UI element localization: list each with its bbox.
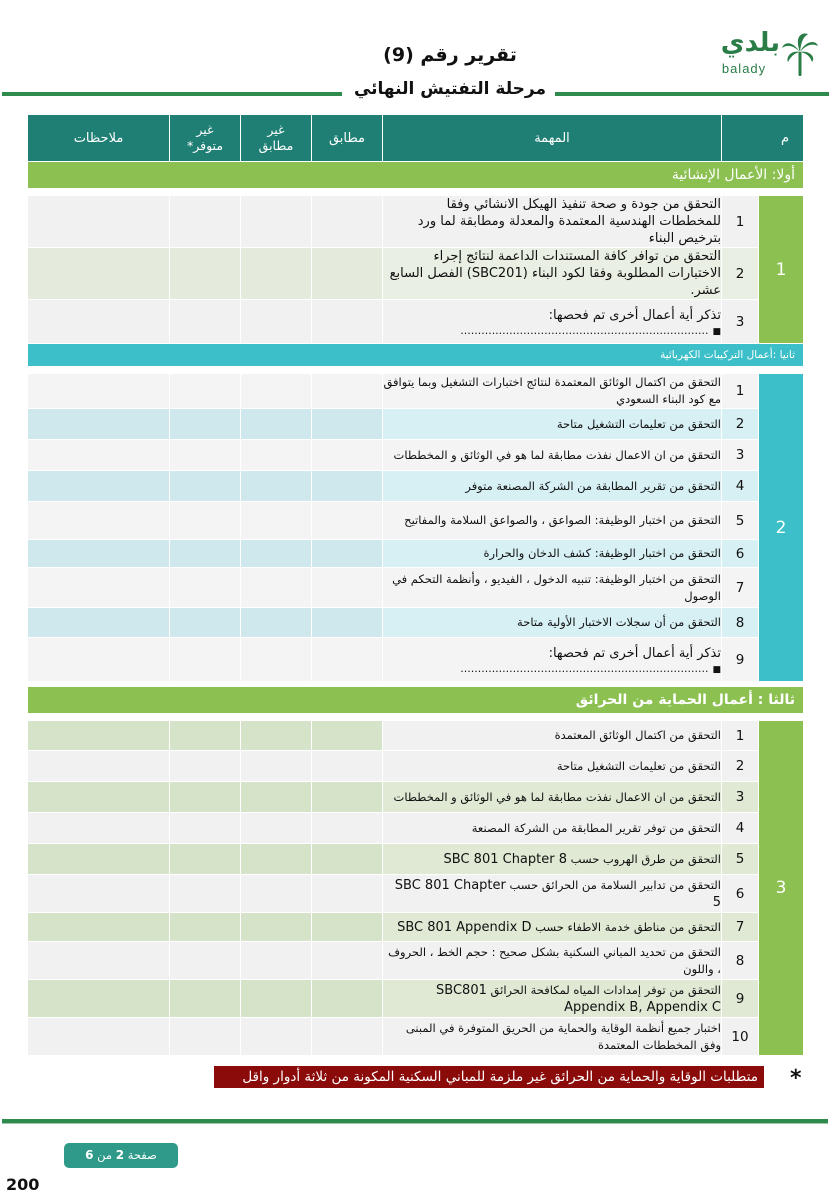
not-matching-cell[interactable]: [241, 721, 312, 751]
table-row: [28, 196, 804, 248]
col-not-matching-label: غير مطابق: [258, 122, 294, 153]
task-text: [383, 913, 722, 942]
table-row: [28, 1018, 804, 1056]
logo-arabic-text: بلدي: [720, 28, 780, 58]
matching-cell[interactable]: [312, 813, 383, 844]
table-row: [28, 540, 804, 568]
not-matching-cell[interactable]: [241, 502, 312, 540]
notes-cell[interactable]: [28, 875, 170, 913]
matching-cell[interactable]: [312, 471, 383, 502]
fill-line[interactable]: ■.......................................................................: [460, 661, 721, 675]
item-number: 7: [722, 568, 759, 608]
notes-cell[interactable]: [28, 502, 170, 540]
task-text: التحقق من تعليمات التشغيل متاحة: [383, 751, 722, 782]
item-number: 8: [722, 942, 759, 980]
notes-cell[interactable]: [28, 374, 170, 409]
not-matching-cell[interactable]: [241, 374, 312, 409]
table-row: [28, 875, 804, 913]
footnote-star: *: [790, 1066, 802, 1091]
col-m: م: [722, 115, 804, 162]
not-matching-cell[interactable]: [241, 844, 312, 875]
report-subtitle: مرحلة التفتيش النهائي: [353, 79, 547, 99]
not-available-cell[interactable]: [170, 782, 241, 813]
logo-english-text: balady: [721, 61, 767, 76]
item-number: 2: [722, 248, 759, 300]
fill-dots: .......................................................................: [460, 661, 709, 675]
task-other-prompt: تذكر أية أعمال أخرى تم فحصها:: [548, 645, 721, 661]
not-matching-cell[interactable]: [241, 440, 312, 471]
item-number: 9: [722, 638, 759, 682]
notes-cell[interactable]: [28, 409, 170, 440]
item-number: 3: [722, 300, 759, 344]
inspection-table: [27, 114, 804, 1056]
task-text: التحقق من أن سجلات الاختبار الأولية متاحة: [383, 608, 722, 638]
notes-cell[interactable]: [28, 980, 170, 1018]
book-page-number: 200: [6, 1175, 40, 1194]
not-matching-cell[interactable]: [241, 942, 312, 980]
task-text: التحقق من تحديد المباني السكنية بشكل صحيح : حجم الخط ، الحروف ، واللون: [383, 942, 722, 980]
section-2-header: [28, 344, 804, 367]
not-available-cell[interactable]: [170, 813, 241, 844]
notes-cell[interactable]: [28, 540, 170, 568]
not-available-cell[interactable]: [170, 875, 241, 913]
table-row: [28, 913, 804, 942]
matching-cell[interactable]: [312, 196, 383, 248]
page-label: صفحة: [127, 1148, 157, 1162]
table-row: [28, 374, 804, 409]
fill-dots: .......................................................................: [460, 323, 709, 337]
notes-cell[interactable]: [28, 1018, 170, 1056]
task-text: التحقق من جودة و صحة تنفيذ الهيكل الانشائي وفقا للمخططات الهندسية المعتمدة والمعدلة ومطابقة لما ورد بترخيص البناء: [383, 196, 722, 248]
notes-cell[interactable]: [28, 751, 170, 782]
page-current: 2: [115, 1148, 125, 1162]
table-row: [28, 844, 804, 875]
not-matching-cell[interactable]: [241, 300, 312, 344]
task-text: [383, 844, 722, 875]
task-label: التحقق من مناطق خدمة الاطفاء حسب: [535, 919, 721, 934]
table-row: [28, 782, 804, 813]
table-row: [28, 638, 804, 682]
palm-icon: [782, 32, 818, 78]
section-2-title: ثانيا :أعمال التركيبات الكهربائية: [660, 349, 795, 361]
not-available-cell[interactable]: [170, 409, 241, 440]
notes-cell[interactable]: [28, 608, 170, 638]
not-matching-cell[interactable]: [241, 409, 312, 440]
item-number: 1: [722, 721, 759, 751]
notes-cell[interactable]: [28, 196, 170, 248]
item-number: 2: [722, 409, 759, 440]
not-available-cell[interactable]: [170, 751, 241, 782]
table-row: [28, 568, 804, 608]
not-matching-cell[interactable]: [241, 471, 312, 502]
not-available-cell[interactable]: [170, 913, 241, 942]
not-available-cell[interactable]: [170, 568, 241, 608]
notes-cell[interactable]: [28, 638, 170, 682]
task-code: SBC 801 Appendix D: [397, 919, 532, 935]
task-text: التحقق من اكتمال الوثائق المعتمدة: [383, 721, 722, 751]
matching-cell[interactable]: [312, 540, 383, 568]
item-number: 6: [722, 540, 759, 568]
table-row: [28, 980, 804, 1018]
task-text: [383, 875, 722, 913]
table-row: [28, 813, 804, 844]
header-rule-left: [2, 92, 342, 96]
notes-cell[interactable]: [28, 844, 170, 875]
task-text: التحقق من ان الاعمال نفذت مطابقة لما هو في الوثائق و المخططات: [383, 440, 722, 471]
task-text: التحقق من اختبار الوظيفة: تنبيه الدخول ، الفيديو ، وأنظمة التحكم في الوصول: [383, 568, 722, 608]
item-number: 1: [722, 374, 759, 409]
task-code: SBC 801 Chapter 8: [443, 851, 567, 867]
notes-cell[interactable]: [28, 440, 170, 471]
table-row: [28, 751, 804, 782]
not-available-cell[interactable]: [170, 844, 241, 875]
item-number: 8: [722, 608, 759, 638]
matching-cell[interactable]: [312, 300, 383, 344]
matching-cell[interactable]: [312, 409, 383, 440]
notes-cell[interactable]: [28, 568, 170, 608]
item-number: 3: [722, 440, 759, 471]
item-number: 1: [722, 196, 759, 248]
task-text: التحقق من اختبار الوظيفة: الصواعق ، والصواعق السلامة والمفاتيح: [383, 502, 722, 540]
not-available-cell[interactable]: [170, 980, 241, 1018]
item-number: 3: [722, 782, 759, 813]
notes-cell[interactable]: [28, 471, 170, 502]
col-not-matching: [241, 115, 312, 162]
task-text: التحقق من توفر تقرير المطابقة من الشركة المصنعة: [383, 813, 722, 844]
not-matching-cell[interactable]: [241, 913, 312, 942]
notes-cell[interactable]: [28, 248, 170, 300]
not-matching-cell[interactable]: [241, 540, 312, 568]
not-matching-cell[interactable]: [241, 568, 312, 608]
table-row: [28, 502, 804, 540]
not-available-cell[interactable]: [170, 374, 241, 409]
not-matching-cell[interactable]: [241, 980, 312, 1018]
not-matching-cell[interactable]: [241, 638, 312, 682]
table-row: [28, 608, 804, 638]
matching-cell[interactable]: [312, 440, 383, 471]
item-number: 5: [722, 502, 759, 540]
item-number: 4: [722, 813, 759, 844]
section-1-title: أولا: الأعمال الإنشائية: [671, 167, 795, 183]
not-available-cell[interactable]: [170, 300, 241, 344]
matching-cell[interactable]: [312, 913, 383, 942]
not-available-cell[interactable]: [170, 440, 241, 471]
not-available-cell[interactable]: [170, 721, 241, 751]
page-indicator: [64, 1143, 178, 1168]
table-row: [28, 440, 804, 471]
matching-cell[interactable]: [312, 751, 383, 782]
not-available-cell[interactable]: [170, 502, 241, 540]
notes-cell[interactable]: [28, 913, 170, 942]
task-label: التحقق من توفر إمدادات المياه لمكافحة الحرائق: [490, 982, 721, 997]
page-total: 6: [85, 1148, 94, 1162]
section-number: 2: [759, 374, 804, 682]
section-1-header: [28, 162, 804, 189]
col-task: المهمة: [383, 115, 722, 162]
not-available-cell[interactable]: [170, 248, 241, 300]
task-text: [383, 980, 722, 1018]
section-number: 1: [759, 196, 804, 344]
matching-cell[interactable]: [312, 844, 383, 875]
item-number: 10: [722, 1018, 759, 1056]
item-number: 4: [722, 471, 759, 502]
matching-cell[interactable]: [312, 875, 383, 913]
task-text: التحقق من تعليمات التشغيل متاحة: [383, 409, 722, 440]
balady-logo: [700, 28, 820, 82]
item-number: 9: [722, 980, 759, 1018]
not-available-cell[interactable]: [170, 471, 241, 502]
task-other-prompt: تذكر أية أعمال أخرى تم فحصها:: [548, 307, 721, 323]
notes-cell[interactable]: [28, 782, 170, 813]
not-matching-cell[interactable]: [241, 782, 312, 813]
task-text: التحقق من تقرير المطابقة من الشركة المصنعة متوفر: [383, 471, 722, 502]
fill-line[interactable]: ■.......................................................................: [460, 323, 721, 337]
table-row: [28, 409, 804, 440]
not-matching-cell[interactable]: [241, 813, 312, 844]
not-matching-cell[interactable]: [241, 875, 312, 913]
task-text-other: [383, 300, 722, 344]
not-available-cell[interactable]: [170, 196, 241, 248]
matching-cell[interactable]: [312, 502, 383, 540]
task-code: SBC 801 Chapter 5: [394, 877, 721, 910]
col-notes: ملاحظات: [28, 115, 170, 162]
task-label: التحقق من طرق الهروب حسب: [570, 851, 721, 866]
task-text: التحقق من توافر كافة المستندات الداعمة لنتائج إجراء الاختبارات المطلوبة وفقا لكود البناء (SBC201) الفصل السابع عشر.: [383, 248, 722, 300]
notes-cell[interactable]: [28, 721, 170, 751]
page-of: من: [97, 1148, 113, 1162]
task-text: التحقق من اكتمال الوثائق المعتمدة لنتائج اختبارات التشغيل وبما يتوافق مع كود البناء السعودي: [383, 374, 722, 409]
footnote-banner: متطلبات الوقاية والحماية من الحرائق غير ملزمة للمباني السكنية المكونة من ثلاثة أدوار واقل: [214, 1066, 764, 1088]
not-matching-cell[interactable]: [241, 196, 312, 248]
report-title: تقرير رقم (9): [383, 44, 517, 66]
task-code: SBC801 Appendix B, Appendix C: [436, 982, 721, 1015]
notes-cell[interactable]: [28, 813, 170, 844]
header-rule-right: [555, 92, 829, 96]
matching-cell[interactable]: [312, 638, 383, 682]
notes-cell[interactable]: [28, 942, 170, 980]
not-available-cell[interactable]: [170, 638, 241, 682]
matching-cell[interactable]: [312, 782, 383, 813]
section-3-header: [28, 687, 804, 714]
task-text-other: [383, 638, 722, 682]
not-available-cell[interactable]: [170, 540, 241, 568]
matching-cell[interactable]: [312, 374, 383, 409]
matching-cell[interactable]: [312, 721, 383, 751]
section-3-title: ثالثا : أعمال الحماية من الحرائق: [575, 692, 795, 708]
table-row: [28, 471, 804, 502]
matching-cell[interactable]: [312, 568, 383, 608]
not-matching-cell[interactable]: [241, 1018, 312, 1056]
task-label: التحقق من تدابير السلامة من الحرائق حسب: [509, 877, 721, 892]
matching-cell[interactable]: [312, 608, 383, 638]
not-available-cell[interactable]: [170, 1018, 241, 1056]
matching-cell[interactable]: [312, 248, 383, 300]
table-header-row: [28, 115, 804, 162]
item-number: 5: [722, 844, 759, 875]
section-number: 3: [759, 721, 804, 1056]
table-row: [28, 300, 804, 344]
matching-cell[interactable]: [312, 980, 383, 1018]
table-row: [28, 248, 804, 300]
not-matching-cell[interactable]: [241, 248, 312, 300]
col-not-available: [170, 115, 241, 162]
table-row: [28, 942, 804, 980]
task-text: التحقق من اختبار الوظيفة: كشف الدخان والحرارة: [383, 540, 722, 568]
item-number: 6: [722, 875, 759, 913]
task-text: اختبار جميع أنظمة الوقاية والحماية من الحريق المتوفرة في المبنى وفق المخططات المعتمدة: [383, 1018, 722, 1056]
matching-cell[interactable]: [312, 942, 383, 980]
col-not-available-label: غير متوفر*: [186, 122, 224, 153]
col-matching: مطابق: [312, 115, 383, 162]
item-number: 2: [722, 751, 759, 782]
footer-rule-thin: [2, 1123, 828, 1124]
not-matching-cell[interactable]: [241, 751, 312, 782]
item-number: 7: [722, 913, 759, 942]
notes-cell[interactable]: [28, 300, 170, 344]
not-matching-cell[interactable]: [241, 608, 312, 638]
matching-cell[interactable]: [312, 1018, 383, 1056]
not-available-cell[interactable]: [170, 608, 241, 638]
not-available-cell[interactable]: [170, 942, 241, 980]
task-text: التحقق من ان الاعمال نفذت مطابقة لما هو في الوثائق و المخططات: [383, 782, 722, 813]
table-row: [28, 721, 804, 751]
